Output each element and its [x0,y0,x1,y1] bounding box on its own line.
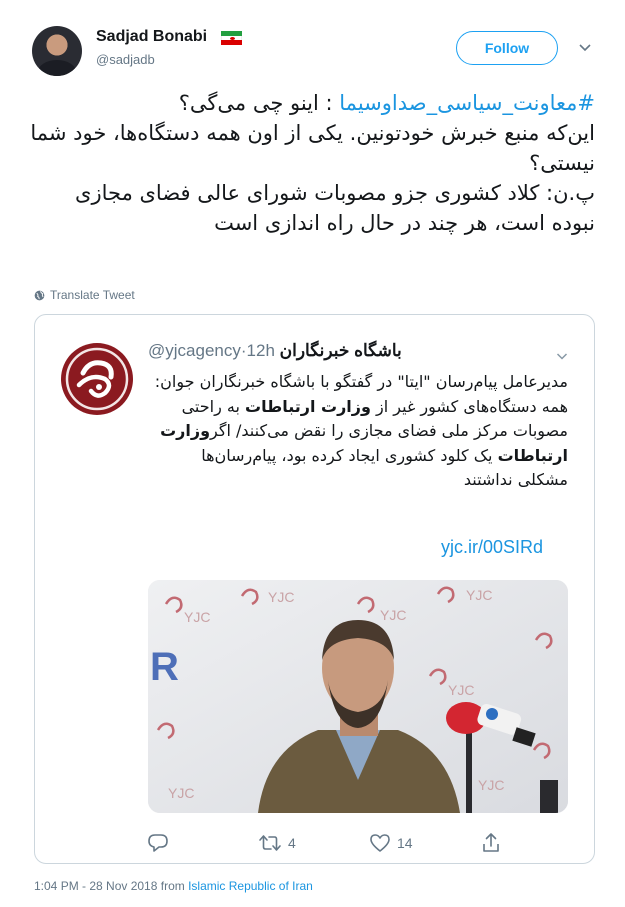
chevron-down-icon[interactable] [556,350,568,362]
watermark-yjc: YJC [184,609,211,625]
avatar-shoulders [38,60,76,76]
tweet-footer [34,879,313,893]
quoted-text-bold-1: وزارت ارتباطات [245,396,371,416]
globe-icon [34,290,45,301]
quoted-text-bold-2: وزارت ارتباطات [160,421,568,465]
tweet-timestamp[interactable]: 1:04 PM - 28 Nov 2018 from [34,879,189,893]
quoted-text-part-1: مدیرعامل پیام‌رسان "ایتا" در گفتگو با باشگاه خبرنگاران جوان: همه دستگاه‌های کشور غیر از [154,372,568,416]
user-handle[interactable]: @sadjadb [96,52,155,67]
tweet-line-2: این‌که منبع خبرش خودتونین. یکی از اون همه دستگاه‌ها، خود شما نیستی؟ [30,121,595,175]
watermark-yjc: YJC [466,587,493,603]
heart-icon [369,833,391,853]
quoted-author-handle[interactable]: @yjcagency [148,341,241,360]
quoted-author-name[interactable]: باشگاه خبرنگاران [279,341,402,360]
yjc-logo-mark [61,343,133,415]
location-link[interactable]: Islamic Republic of Iran [188,879,313,893]
like-count: 14 [397,835,413,851]
quoted-author-meta [148,341,275,360]
yjc-logo[interactable] [61,343,133,415]
quoted-tweet-link[interactable]: yjc.ir/00SIRd [441,537,544,557]
quoted-tweet-header [148,341,470,361]
like-button[interactable] [369,833,413,853]
meta-separator: · [240,341,247,360]
hashtag-link[interactable]: #معاونت_سیاسی_صداوسیما [339,91,595,115]
translate-label: Translate Tweet [50,288,135,302]
tweet-text [30,88,595,238]
tweet-line-1 [30,88,595,118]
press-conference-photo [148,580,568,813]
watermark-yjc: YJC [478,777,505,793]
watermark-yjc: YJC [448,682,475,698]
quoted-text-part-2: به راحتی مصوبات مرکز ملی فضای مجازی را نقض می‌کنند/ اگر [181,396,568,441]
share-button[interactable] [481,832,501,854]
quoted-timestamp[interactable]: 12h [246,341,275,360]
share-icon [481,832,501,854]
tweet-line-1-rest: : اینو چی می‌گی؟ [178,91,340,115]
watermark-yjc: YJC [268,589,295,605]
reply-button[interactable] [147,833,175,853]
quoted-tweet-photo[interactable] [148,580,568,813]
translate-tweet-link[interactable] [34,288,135,302]
retweet-button[interactable] [258,833,296,853]
quoted-text-part-3: یک کلود کشوری ایجاد کرده بود، پیام‌رسان‌ها مشکلی نداشتند [201,445,568,490]
background-letter: R [150,645,179,689]
retweet-count: 4 [288,835,296,851]
chevron-down-icon[interactable] [578,40,592,54]
reply-icon [147,833,169,853]
quoted-tweet-text [148,370,568,493]
watermark-yjc: YJC [168,785,195,801]
tweet-line-3: پ.ن: کلاد کشوری جزو مصوبات شورای عالی فضای مجازی نبوده است، هر چند در حال راه اندازی است [75,181,595,235]
watermark-yjc: YJC [380,607,407,623]
retweet-icon [258,833,282,853]
iran-flag-icon [221,31,242,45]
avatar[interactable] [32,26,82,76]
follow-button[interactable]: Follow [456,31,558,65]
display-name[interactable]: Sadjad Bonabi [96,28,208,45]
